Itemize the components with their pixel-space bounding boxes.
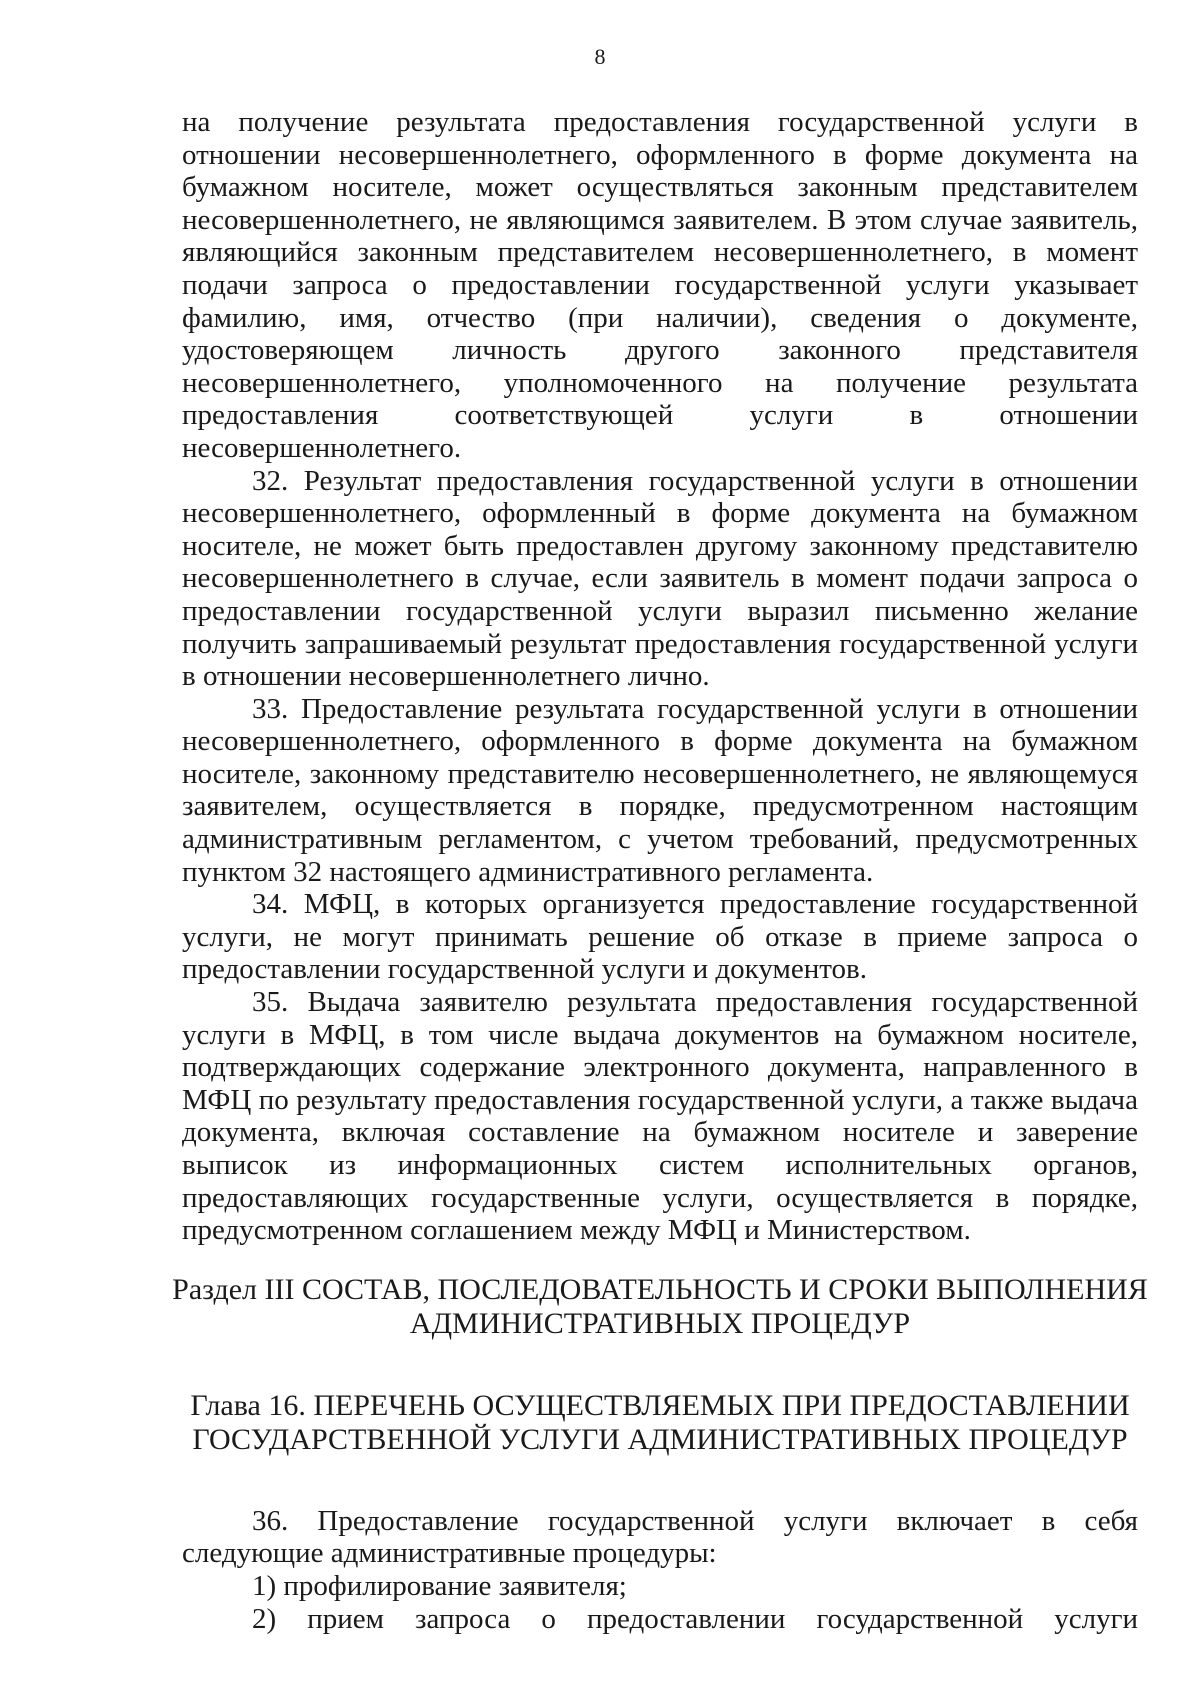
paragraph-35: 35. Выдача заявителю результата предоставления государственной услуги в МФЦ, в том числе выдача документов на бумажном носителе, подтверждающих содержание электронного документа, направленного в МФЦ по результату предоставления государственной услуги, а также выдача документа, включая составление на бумажном носителе и заверение выписок из информационных систем исполнительных органов, предоставляющих государственные услуги, осуществляется в порядке, предусмотренном соглашением между МФЦ и Министерством. <box>182 986 1138 1247</box>
paragraph-34: 34. МФЦ, в которых организуется предоставление государственной услуги, не могут принимать решение об отказе в приеме запроса о предоставлении государственной услуги и документов. <box>182 888 1138 986</box>
section-heading <box>172 1273 1148 1341</box>
paragraph-36: 36. Предоставление государственной услуги включает в себя следующие административные процедуры: <box>182 1504 1138 1570</box>
paragraph-continuation: на получение результата предоставления государственной услуги в отношении несовершеннолетнего, оформленного в форме документа на бумажном носителе, может осуществляться законным представителем несовершеннолетнего, не являющимся заявителем. В этом случае заявитель, являющийся законным представителем несовершеннолетнего, в момент подачи запроса о предоставлении государственной услуги указывает фамилию, имя, отчество (при наличии), сведения о документе, удостоверяющем личность другого законного представителя несовершеннолетнего, уполномоченного на получение результата предоставления соответствующей услуги в отношении несовершеннолетнего. <box>182 106 1138 464</box>
paragraph-33: 33. Предоставление результата государственной услуги в отношении несовершеннолетнего, оформленного в форме документа на бумажном носителе, законному представителю несовершеннолетнего, не являющемуся заявителем, осуществляется в порядке, предусмотренном настоящим административным регламентом, с учетом требований, предусмотренных пунктом 32 настоящего административного регламента. <box>182 692 1138 888</box>
section-heading-line-2: АДМИНИСТРАТИВНЫХ ПРОЦЕДУР <box>409 1306 911 1340</box>
paragraph-32: 32. Результат предоставления государственной услуги в отношении несовершеннолетнего, оформленный в форме документа на бумажном носителе, не может быть предоставлен другому законному представителю несовершеннолетнего в случае, если заявитель в момент подачи запроса о предоставлении государственной услуги выразил письменно желание получить запрашиваемый результат предоставления государственной услуги в отношении несовершеннолетнего лично. <box>182 464 1138 693</box>
chapter-heading-line-2: ГОСУДАРСТВЕННОЙ УСЛУГИ АДМИНИСТРАТИВНЫХ ПРОЦЕДУР <box>192 1422 1128 1456</box>
list-item: 1) профилирование заявителя; <box>252 1569 627 1602</box>
page-number: 8 <box>594 44 606 69</box>
chapter-heading-line-1: Глава 16. ПЕРЕЧЕНЬ ОСУЩЕСТВЛЯЕМЫХ ПРИ ПРЕДОСТАВЛЕНИИ <box>190 1388 1130 1422</box>
document-body <box>172 106 1148 1635</box>
list-item: 2) прием запроса о предоставлении государственной услуги <box>252 1602 1138 1635</box>
section-heading-line-1: Раздел III СОСТАВ, ПОСЛЕДОВАТЕЛЬНОСТЬ И СРОКИ ВЫПОЛНЕНИЯ <box>172 1272 1148 1306</box>
chapter-heading <box>182 1389 1138 1457</box>
